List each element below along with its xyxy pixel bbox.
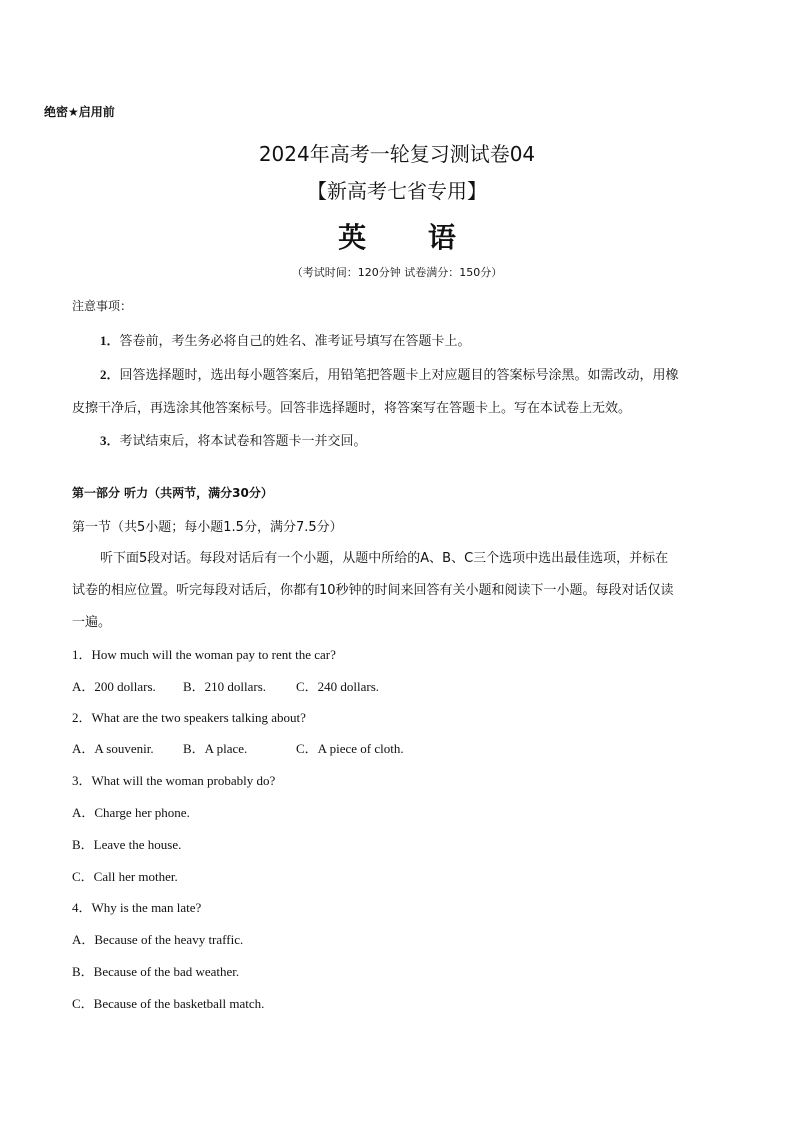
question-3-option-b: B．Leave the house.: [72, 837, 182, 852]
option-b: B．A place.: [183, 741, 248, 756]
question-4-stem: 4．Why is the man late?: [72, 900, 202, 915]
notice-item-3: [100, 430, 367, 449]
question-4-option-b: B．Because of the bad weather.: [72, 964, 240, 979]
notice-item-number: 2．: [100, 367, 120, 382]
notice-item-number: 3．: [100, 433, 120, 448]
option-a: A．200 dollars.: [72, 679, 156, 694]
notice-item-2-line1: [100, 364, 679, 383]
notice-item-text: 回答选择题时，选出每小题答案后，用铅笔把答题卡上对应题目的答案标号涂黑。如需改动，用橡: [119, 368, 679, 383]
notice-item-text: 考试结束后，将本试卷和答题卡一并交回。: [119, 434, 367, 449]
confidential-label: 绝密★启用前: [44, 105, 115, 119]
option-a: A．A souvenir.: [72, 741, 154, 756]
exam-info: （考试时间：120分钟 试卷满分：150分）: [291, 266, 503, 279]
notice-item-number: 1．: [100, 333, 120, 348]
instruction-line-2: 试卷的相应位置。听完每段对话后，你都有10秒钟的时间来回答有关小题和阅读下一小题。每段对话仅读: [72, 583, 674, 598]
notice-item-text: 答卷前，考生务必将自己的姓名、准考证号填写在答题卡上。: [119, 334, 471, 349]
option-c: C．A piece of cloth.: [296, 741, 404, 756]
instruction-line-1: 听下面5段对话。每段对话后有一个小题，从题中所给的A、B、C三个选项中选出最佳选项，并标在: [100, 551, 669, 566]
question-3-option-a: A．Charge her phone.: [72, 805, 190, 820]
notice-item-1: [100, 330, 471, 349]
option-c: C．240 dollars.: [296, 679, 380, 694]
notice-heading: 注意事项：: [72, 299, 133, 313]
exam-title: 2024年高考一轮复习测试卷04: [258, 142, 536, 166]
option-b: B．210 dollars.: [183, 679, 267, 694]
question-4-option-a: A．Because of the heavy traffic.: [72, 932, 244, 947]
question-1-stem: 1．How much will the woman pay to rent the car?: [72, 647, 336, 662]
question-4-option-c: C．Because of the basketball match.: [72, 996, 265, 1011]
question-3-option-c: C．Call her mother.: [72, 869, 178, 884]
notice-item-2-line2: 皮擦干净后，再选涂其他答案标号。回答非选择题时，将答案写在答题卡上。写在本试卷上无效。: [72, 401, 632, 416]
section1-heading: 第一节（共5小题；每小题1.5分，满分7.5分）: [72, 520, 343, 535]
question-2-stem: 2．What are the two speakers talking about?: [72, 710, 306, 725]
part1-heading: 第一部分 听力（共两节，满分30分）: [72, 486, 273, 500]
exam-subtitle: 【新高考七省专用】: [307, 179, 487, 203]
question-1-options: [72, 676, 379, 695]
question-3-stem: 3．What will the woman probably do?: [72, 773, 276, 788]
subject-title: 英 语: [338, 221, 482, 254]
instruction-line-3: 一遍。: [72, 615, 112, 630]
question-2-options: [72, 738, 404, 757]
